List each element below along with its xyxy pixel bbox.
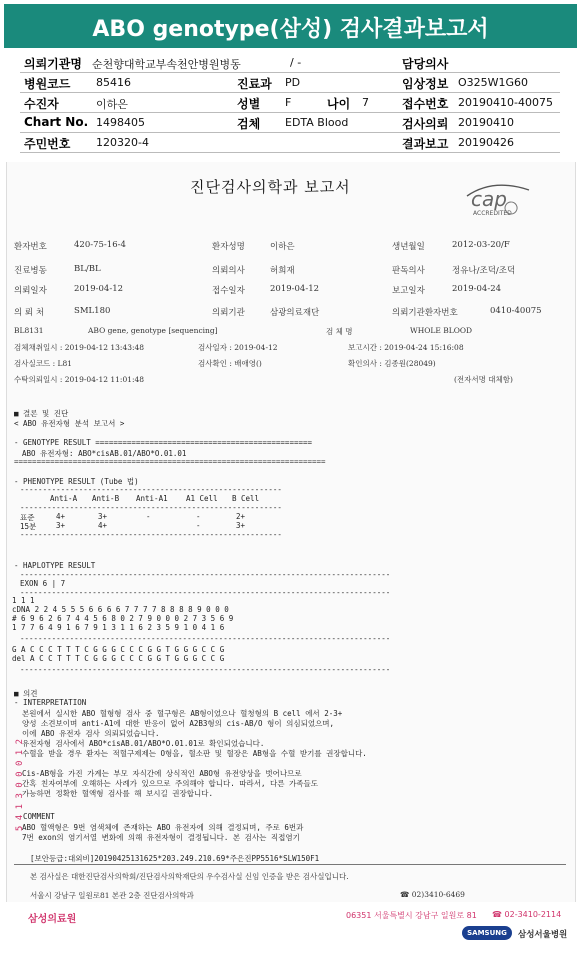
cell-value: 삼광의료재단 (270, 308, 320, 318)
lab-code: 검사실코드 : L81 (14, 359, 73, 368)
cdna-pos-3: # 6 9 6 2 6 7 4 4 5 6 8 0 2 7 9 0 0 0 2 7 3 5 6 9 (12, 614, 234, 623)
divider (20, 92, 560, 93)
cell-value: SML180 (74, 306, 111, 316)
vertical-document-id: 5 4 1 3 0 0 0 1 2 (15, 738, 26, 832)
rule: ---------------------------------------------------------------------------------- (20, 570, 391, 579)
haplotype-heading: - HAPLOTYPE RESULT (14, 561, 96, 570)
interpretation-line: 간혹 친자여부에 오해하는 사례가 있으므로 주의해야 합니다. 따라서, 다른 가족들도 (22, 779, 318, 788)
genotype-heading: - GENOTYPE RESULT ================================================ (14, 438, 313, 447)
cdna-pos-2: cDNA 2 2 4 5 5 5 6 6 6 6 7 7 7 7 8 8 8 8 9 0 0 0 (12, 605, 229, 614)
info-value-specimen: EDTA Blood (285, 116, 349, 129)
cdna-pos-1: 1 1 1 (12, 596, 35, 605)
collection-time: 검체채취일시 : 2019-04-12 13:43:48 (14, 343, 145, 352)
pheno-cell: - (196, 512, 201, 521)
interpretation-line: 본원에서 실시한 ABO 혈형형 검사 중 혈구형은 AB형이었으나 혈청형의 B cell 에서 2-3+ (22, 709, 343, 718)
samsung-logo-text: SAMSUNG (467, 929, 507, 937)
pheno-cell: 4+ (98, 521, 108, 530)
pheno-cell: 4+ (56, 512, 66, 521)
haplotype-2: del A C C T T T C G G G C C C G G T G G G C C G (12, 654, 225, 663)
interpretation-line: 이에 ABO 유전자 검사 의뢰되었습니다. (22, 729, 160, 738)
interpretation-line: 가능하면 정확한 혈액형 검사를 해 보시길 권장합니다. (22, 789, 213, 798)
cap-accredited-logo (463, 180, 539, 218)
rule: ---------------------------------------------------------- (20, 530, 282, 539)
rule: ---------------------------------------------------------- (20, 485, 282, 494)
report-time: 보고시간 : 2019-04-24 15:16:08 (348, 343, 464, 352)
footer (4, 902, 577, 954)
footer-address: 06351 서울특별시 강남구 일원로 81 (346, 911, 477, 920)
info-value-resident-no: 120320-4 (96, 136, 149, 149)
divider (20, 112, 560, 113)
info-value-report-date: 20190426 (458, 136, 514, 149)
interpretation-line: 양성 소견보이며 anti-A1에 대한 반응이 없어 A2B3형의 cis-AB/O 형이 의심되었으며, (22, 719, 335, 728)
rule: ---------------------------------------------------------------------------------- (20, 634, 391, 643)
cell-label: 의뢰기관환자번호 (392, 308, 458, 318)
info-label-specimen: 검체 (237, 117, 261, 131)
info-label-hospital-code: 병원코드 (24, 77, 71, 91)
footer-hospital-name: 삼성의료원 (28, 914, 77, 925)
haplotype-1: G A C C C T T T C G G G C C C G G T G G G C C G (12, 645, 225, 654)
divider (14, 864, 566, 865)
info-value-clinical-info: O325W1G60 (458, 76, 529, 89)
comment-heading: - COMMENT (14, 812, 55, 821)
cell-label: 의 뢰 처 (14, 308, 45, 318)
pheno-col: Anti-B (92, 494, 120, 503)
specimen-label: 검 체 명 (326, 327, 353, 336)
info-label-resident-no: 주민번호 (24, 137, 71, 151)
rule: ---------------------------------------------------------------------------------- (20, 588, 391, 597)
test-confirm: 검사확인 : 배애영() (198, 359, 262, 368)
opinion-heading: ■ 의견 (14, 689, 38, 698)
e-signature-note: (전자서명 대체함) (454, 375, 513, 384)
test-date: 검사일자 : 2019-04-12 (198, 343, 278, 352)
cell-label: 보고일자 (392, 286, 425, 296)
cell-value: BL/BL (74, 264, 101, 274)
interpretation-line: Cis-AB형을 가진 가계는 부모 자식간에 상식적인 ABO형 유전양상을 벗어나므로 (22, 769, 302, 778)
cell-value: 2019-04-24 (452, 284, 502, 294)
test-name: ABO gene, genotype [sequencing] (88, 326, 218, 335)
interpretation-line: 수혈을 받을 경우 환자는 적혈구제제는 O형을, 혈소판 및 혈장은 AB형을 수혈 받기를 권장합니다. (22, 749, 367, 758)
info-value-sex: F (285, 96, 292, 109)
cell-label: 환자번호 (14, 242, 47, 252)
pheno-col: B Cell (232, 494, 260, 503)
info-value-department: PD (285, 76, 301, 89)
cap-accredited-text: ACCREDITED (473, 210, 512, 217)
consignment-time: 수탁의뢰일시 : 2019-04-12 11:01:48 (14, 375, 145, 384)
result-heading: ■ 결론 및 진단 (14, 409, 69, 418)
pheno-col: A1 Cell (186, 494, 218, 503)
cell-value: 2012-03-20/F (452, 240, 510, 250)
cell-label: 진료병동 (14, 266, 47, 276)
cdna-pos-4: 1 7 7 6 4 9 1 6 7 9 1 3 1 1 6 2 3 5 9 1 0 4 1 6 (12, 623, 225, 632)
cell-label: 의뢰일자 (14, 286, 47, 296)
pheno-cell: 3+ (98, 512, 108, 521)
pheno-row-name: 15분 (20, 522, 37, 531)
info-value-patient: 이하은 (96, 98, 128, 111)
lab-address: 서울시 강남구 일원로81 본관 2층 진단검사의학과 (30, 891, 194, 900)
interpretation-line: 유전자형 검사에서 ABO*cisAB.01/ABO*O.01.01로 확인되었습니다. (22, 739, 265, 748)
info-label-request-date: 검사의뢰 (402, 117, 449, 131)
cell-label: 생년월일 (392, 242, 425, 252)
rule: ---------------------------------------------------------- (20, 503, 282, 512)
info-label-doctor: 담당의사 (402, 57, 449, 71)
info-label-chart-no: Chart No. (24, 115, 89, 129)
info-label-accession-no: 접수번호 (402, 97, 449, 111)
cell-label: 접수일자 (212, 286, 245, 296)
security-line: [보안등급:대외비]20190425131625*203.249.210.69*주은진PP5516*SLW150F1 (30, 854, 320, 863)
pheno-col: Anti-A (50, 494, 78, 503)
confirm-doctor: 확인의사 : 김종원(28049) (348, 359, 436, 368)
certification-note: 본 검사실은 대한진단검사의학회/진단검사의학재단의 우수검사실 신임 인증을 받은 검사실입니다. (30, 872, 349, 881)
info-label-clinical-info: 임상정보 (402, 77, 449, 91)
info-value-accession-no: 20190410-40075 (458, 96, 553, 109)
comment-line: ABO 혈액형은 9번 염색체에 존재하는 ABO 유전자에 의해 결정되며, 주로 6번과 (22, 823, 304, 832)
info-value-age: 7 (362, 96, 369, 109)
info-value-chart-no: 1498405 (96, 116, 145, 129)
rule: ---------------------------------------------------------------------------------- (20, 665, 391, 674)
pheno-cell: 2+ (236, 512, 246, 521)
info-label-sex: 성별 (237, 97, 261, 111)
cell-value: 2019-04-12 (270, 284, 320, 294)
info-value-institution: 순천향대학교부속천안병원병동 (92, 58, 241, 71)
info-value-ward: / - (290, 56, 302, 69)
info-label-department: 진료과 (237, 77, 272, 91)
pheno-cell: 3+ (236, 521, 246, 530)
cell-value: 2019-04-12 (74, 284, 124, 294)
report-sheet-title: 진단검사의학과 보고서 (190, 178, 351, 196)
cell-value: 0410-40075 (490, 306, 542, 316)
info-value-hospital-code: 85416 (96, 76, 131, 89)
cell-value: 정유나/조덕/조덕 (452, 266, 516, 276)
cell-label: 의뢰의사 (212, 266, 245, 276)
cell-label: 의뢰기관 (212, 308, 245, 318)
info-label-report-date: 결과보고 (402, 137, 449, 151)
interpretation-heading: - INTERPRETATION (14, 698, 87, 707)
cell-value: 420-75-16-4 (74, 240, 126, 250)
info-label-patient: 수진자 (24, 97, 59, 111)
cell-value: 허희재 (270, 266, 295, 276)
divider (20, 132, 560, 133)
lab-phone: ☎ 02)3410-6469 (400, 890, 465, 899)
footer-brand-name: 삼성서울병원 (518, 930, 568, 940)
cap-word: cap (471, 187, 507, 211)
cell-label: 판독의사 (392, 266, 425, 276)
result-subheading: < ABO 유전자형 분석 보고서 > (14, 419, 125, 428)
phenotype-heading: - PHENOTYPE RESULT (Tube 법) (14, 477, 139, 486)
info-label-age: 나이 (327, 97, 351, 111)
pheno-col: Anti-A1 (136, 494, 168, 503)
exon-line: EXON 6 | 7 (20, 579, 66, 588)
cell-value: 이하은 (270, 242, 295, 252)
pheno-cell: 3+ (56, 521, 66, 530)
genotype-result: ABO 유전자형: ABO*cisAB.01/ABO*O.01.01 (22, 449, 187, 458)
report-title: ABO genotype(삼성) 검사결과보고서 (92, 17, 489, 42)
pheno-cell: - (146, 512, 151, 521)
test-code: BL8131 (14, 326, 44, 335)
info-value-request-date: 20190410 (458, 116, 514, 129)
pheno-cell: - (196, 521, 201, 530)
pheno-row-name: 표준 (20, 513, 35, 522)
footer-phone: ☎ 02-3410-2114 (492, 910, 562, 919)
cell-label: 환자성명 (212, 242, 245, 252)
samsung-logo (462, 926, 512, 940)
info-label-institution: 의뢰기관명 (24, 57, 82, 71)
report-header-bar (4, 4, 577, 48)
divider (20, 152, 560, 153)
comment-line: 7번 exon의 염기서열 변화에 의해 유전자형이 결정됩니다. 본 검사는 직접염기 (22, 833, 300, 842)
divider (20, 72, 560, 73)
rule: ===================================================================== (14, 457, 326, 466)
specimen-value: WHOLE BLOOD (410, 326, 473, 335)
